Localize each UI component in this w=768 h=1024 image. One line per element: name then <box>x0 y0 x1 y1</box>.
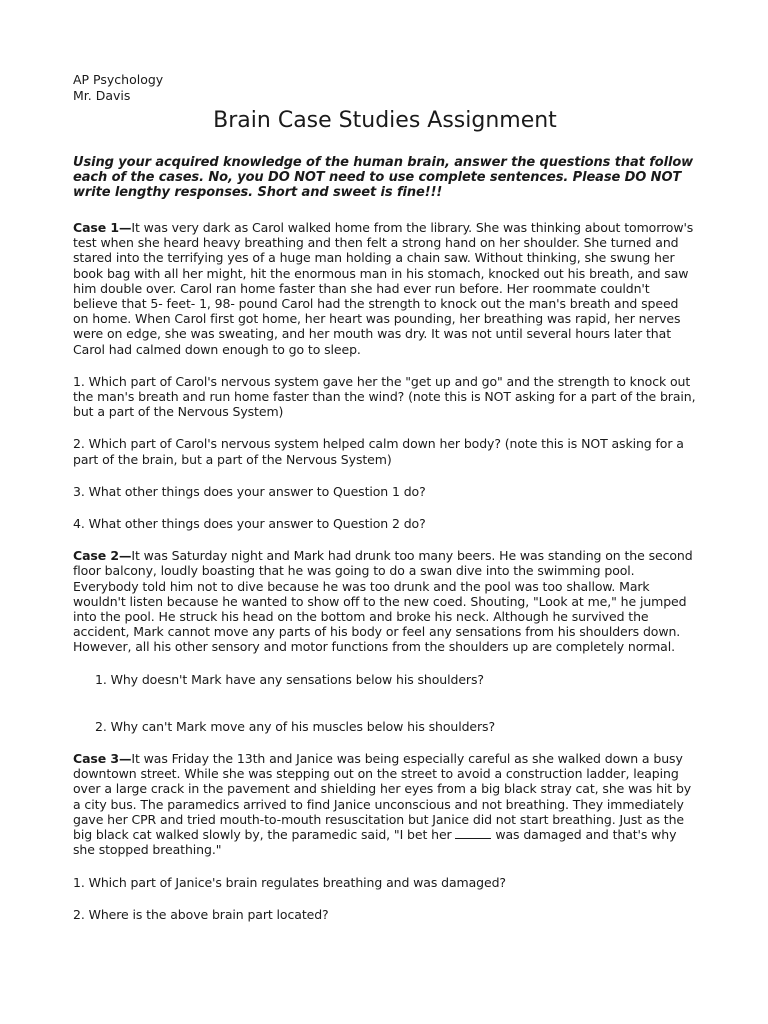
teacher-name: Mr. Davis <box>73 88 131 103</box>
case-2-question-1: 1. Why doesn't Mark have any sensations below his shoulders? <box>95 671 484 687</box>
case-2-text: It was Saturday night and Mark had drunk too many beers. He was standing on the second floor balcony, loudly boasting that he was going to do a swan dive into the swimming pool. Everybody told him not to dive because he was too drunk and the pool was too shallow. Mark wouldn't listen because he wanted to show off to the new coed. Shouting, "Look at me," he jumped into the pool. He struck his head on the bottom and broke his neck. Although he survived the accident, Mark cannot move any parts of his body or feel any sensations from his shoulders down. However, all his other sensory and motor functions from the shoulders up are completely normal. <box>73 548 693 655</box>
case-3-text-before: It was Friday the 13th and Janice was being especially careful as she walked down a busy downtown street. While she was stepping out on the street to avoid a construction ladder, leaping over a large crack in the pavement and shielding her eyes from a big black stray cat, she was hit by a city bus. The paramedics arrived to find Janice unconscious and not breathing. They immediately gave her CPR and tried mouth-to-mouth resuscitation but Janice did not start breathing. Just as the big black cat walked slowly by, the paramedic said, "I bet her <box>73 751 692 843</box>
case-1-question-4: 4. What other things does your answer to Question 2 do? <box>73 516 426 532</box>
case-3-label: Case 3— <box>73 751 132 767</box>
case-1-paragraph <box>73 220 697 357</box>
page-title: Brain Case Studies Assignment <box>213 108 557 133</box>
case-3-paragraph <box>73 751 697 857</box>
case-1-text: It was very dark as Carol walked home from the library. She was thinking about tomorrow's test when she heard heavy breathing and then felt a strong hand on her shoulder. She turned and stared into the terrifying yes of a huge man holding a chain saw. Without thinking, she swung her book bag with all her might, hit the enormous man in his stomach, knocked out his breath, and saw him double over. Carol ran home faster than she had ever run before. Her roommate couldn't believe that 5- feet- 1, 98- pound Carol had the strength to knock out the man's breath and speed on home. When Carol first got home, her heart was pounding, her breathing was rapid, her nerves were on edge, she was sweating, and her mouth was dry. It was not until several hours later that Carol had calmed down enough to go to sleep. <box>73 220 694 357</box>
case-1-question-1: 1. Which part of Carol's nervous system gave her the "get up and go" and the strength to knock out the man's breath and run home faster than the wind? (note this is NOT asking for a part of the brain, but a part of the Nervous System) <box>73 373 696 420</box>
case-3-text-after: was damaged and that's why she stopped breathing." <box>73 827 677 858</box>
instructions: Using your acquired knowledge of the human brain, answer the questions that follow each of the cases. No, you DO NOT need to use complete sentences. Please DO NOT write lengthy responses. Short and sweet is fine!!! <box>73 155 694 200</box>
case-1-label: Case 1— <box>73 220 132 235</box>
case-3-question-1: 1. Which part of Janice's brain regulates breathing and was damaged? <box>73 874 506 890</box>
case-1-question-2: 2. Which part of Carol's nervous system helped calm down her body? (note this is NOT asking for a part of the brain, but a part of the Nervous System) <box>73 436 684 467</box>
course-name: AP Psychology <box>73 72 164 87</box>
fill-in-blank <box>455 827 491 839</box>
case-1-question-3: 3. What other things does your answer to Question 1 do? <box>73 483 426 499</box>
document-page <box>73 72 697 922</box>
case-2-question-2: 2. Why can't Mark move any of his muscles below his shoulders? <box>95 718 496 734</box>
case-3-question-2: 2. Where is the above brain part located? <box>73 906 329 922</box>
case-2-label: Case 2— <box>73 548 132 564</box>
case-2-paragraph <box>73 548 697 654</box>
